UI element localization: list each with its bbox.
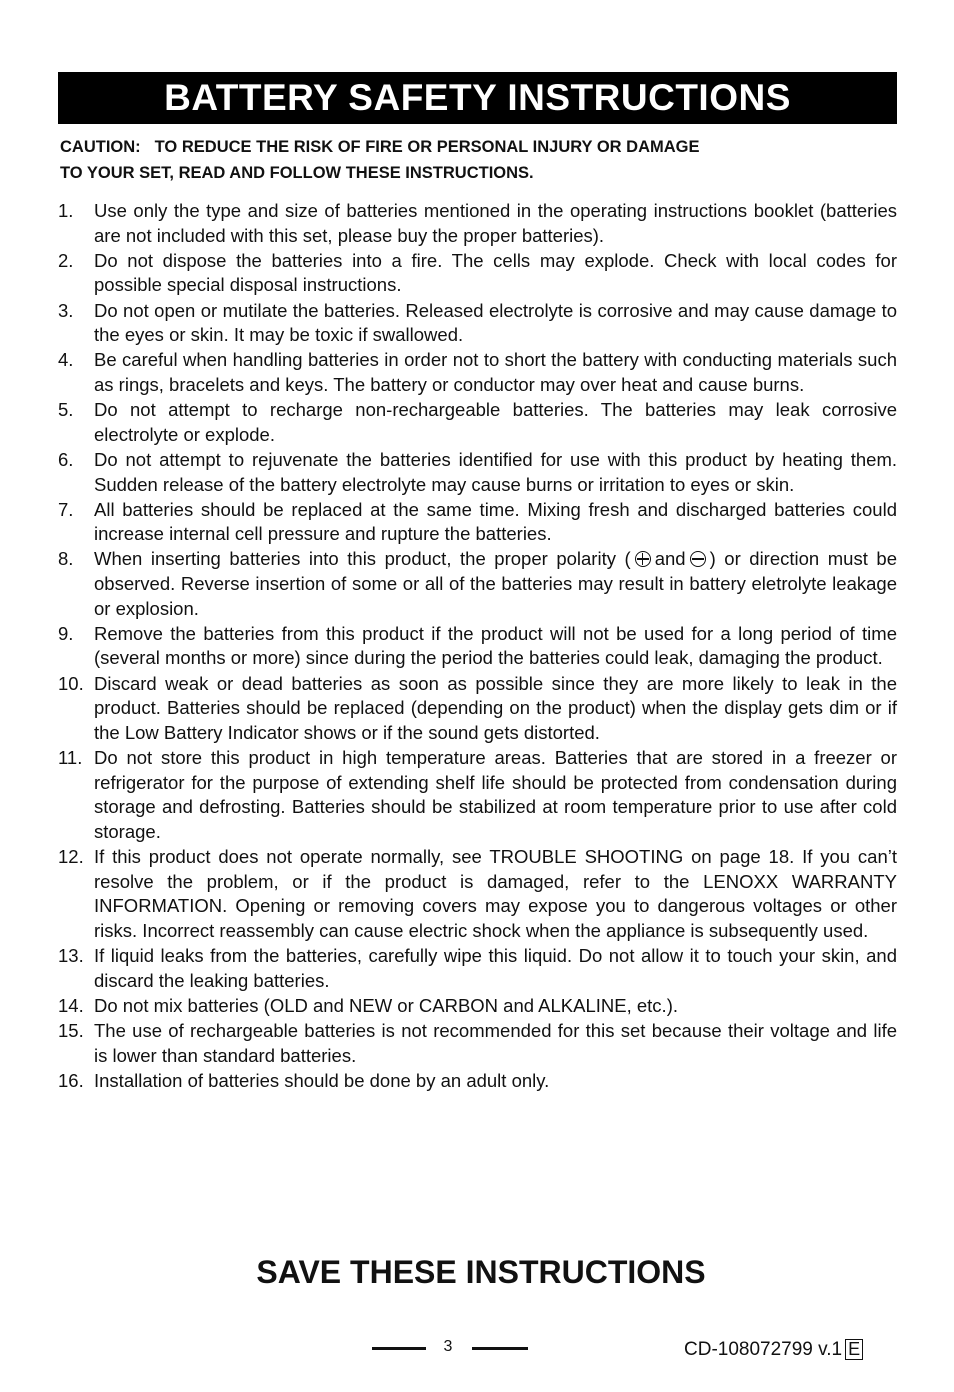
caution-line-2: TO YOUR SET, READ AND FOLLOW THESE INSTRUCTIONS.: [60, 164, 534, 182]
list-item: 9. Remove the batteries from this product if the product will not be used for a long period of time (several months or more) since during the period the batteries could leak, damaging the product.: [58, 622, 897, 669]
list-item: 12. If this product does not operate normally, see TROUBLE SHOOTING on page 18. If you can’t resolve the problem, or if the product is damaged, refer to the LENOXX WARRANTY INFORMATION. Opening or removing covers may expose you to dangerous voltages or other risks. Incorrect reassembly can cause electric shock when the appliance is subsequently used.: [58, 845, 897, 941]
caution-line-1: CAUTION: TO REDUCE THE RISK OF FIRE OR PERSONAL INJURY OR DAMAGE: [60, 138, 700, 156]
document-code: CD-108072799 v.1 E: [684, 1338, 863, 1362]
list-item: 5. Do not attempt to recharge non-rechargeable batteries. The batteries may leak corrosive electrolyte or explode.: [58, 399, 897, 445]
list-item: 15. The use of rechargeable batteries is not recommended for this set because their voltage and life is lower than standard batteries.: [58, 1019, 897, 1066]
list-item: 8. When inserting batteries into this product, the proper polarity ( and ) or direction must be observed. Reverse insertion of some or all of the batteries may result in battery eletrolyte leakage or explosion.: [58, 548, 897, 619]
page-title: BATTERY SAFETY INSTRUCTIONS: [58, 72, 897, 124]
negative-polarity-icon: [690, 551, 706, 567]
page-number: 3: [443, 1338, 453, 1355]
list-item: 6. Do not attempt to rejuvenate the batteries identified for use with this product by heating them. Sudden release of the battery electrolyte may cause burns or irritation to eyes or skin.: [58, 448, 897, 495]
list-item: 7. All batteries should be replaced at the same time. Mixing fresh and discharged batteries could increase internal cell pressure and rupture the batteries.: [58, 498, 897, 545]
list-item: 3. Do not open or mutilate the batteries. Released electrolyte is corrosive and may cause damage to the eyes or skin. It may be toxic if swallowed.: [58, 299, 897, 346]
footer-rule-left: [372, 1347, 426, 1350]
language-badge: E: [845, 1339, 863, 1360]
list-item: 1. Use only the type and size of batteries mentioned in the operating instructions booklet (batteries are not included with this set, please buy the proper batteries).: [58, 200, 897, 246]
caution-notice: [60, 134, 900, 186]
list-item: 13. If liquid leaks from the batteries, carefully wipe this liquid. Do not allow it to touch your skin, and discard the leaking batteries.: [58, 944, 897, 991]
instruction-list: [58, 199, 897, 1094]
list-item: 4. Be careful when handling batteries in order not to short the battery with conducting materials such as rings, bracelets and keys. The battery or conductor may over heat and cause burns.: [58, 349, 897, 395]
save-instructions-heading: SAVE THESE INSTRUCTIONS: [256, 1254, 706, 1290]
list-item: 16. Installation of batteries should be done by an adult only.: [58, 1069, 550, 1091]
list-item: 11. Do not store this product in high temperature areas. Batteries that are stored in a freezer or refrigerator for the purpose of extending shelf life should be protected from condensation during storage and defrosting. Batteries should be stabilized at room temperature prior to use after cold storage.: [58, 747, 897, 842]
list-item: 14. Do not mix batteries (OLD and NEW or CARBON and ALKALINE, etc.).: [58, 994, 678, 1016]
list-item: 10. Discard weak or dead batteries as soon as possible since they are more likely to leak in the product. Batteries should be replaced (depending on the product) when the display gets dim or if the Low Battery Indicator shows or if the sound gets distorted.: [58, 672, 897, 743]
caution-label: CAUTION:: [60, 138, 141, 156]
list-item: 2. Do not dispose the batteries into a fire. The cells may explode. Check with local codes for possible special disposal instructions.: [58, 249, 897, 296]
footer-rule-right: [472, 1347, 528, 1350]
positive-polarity-icon: [635, 551, 651, 567]
